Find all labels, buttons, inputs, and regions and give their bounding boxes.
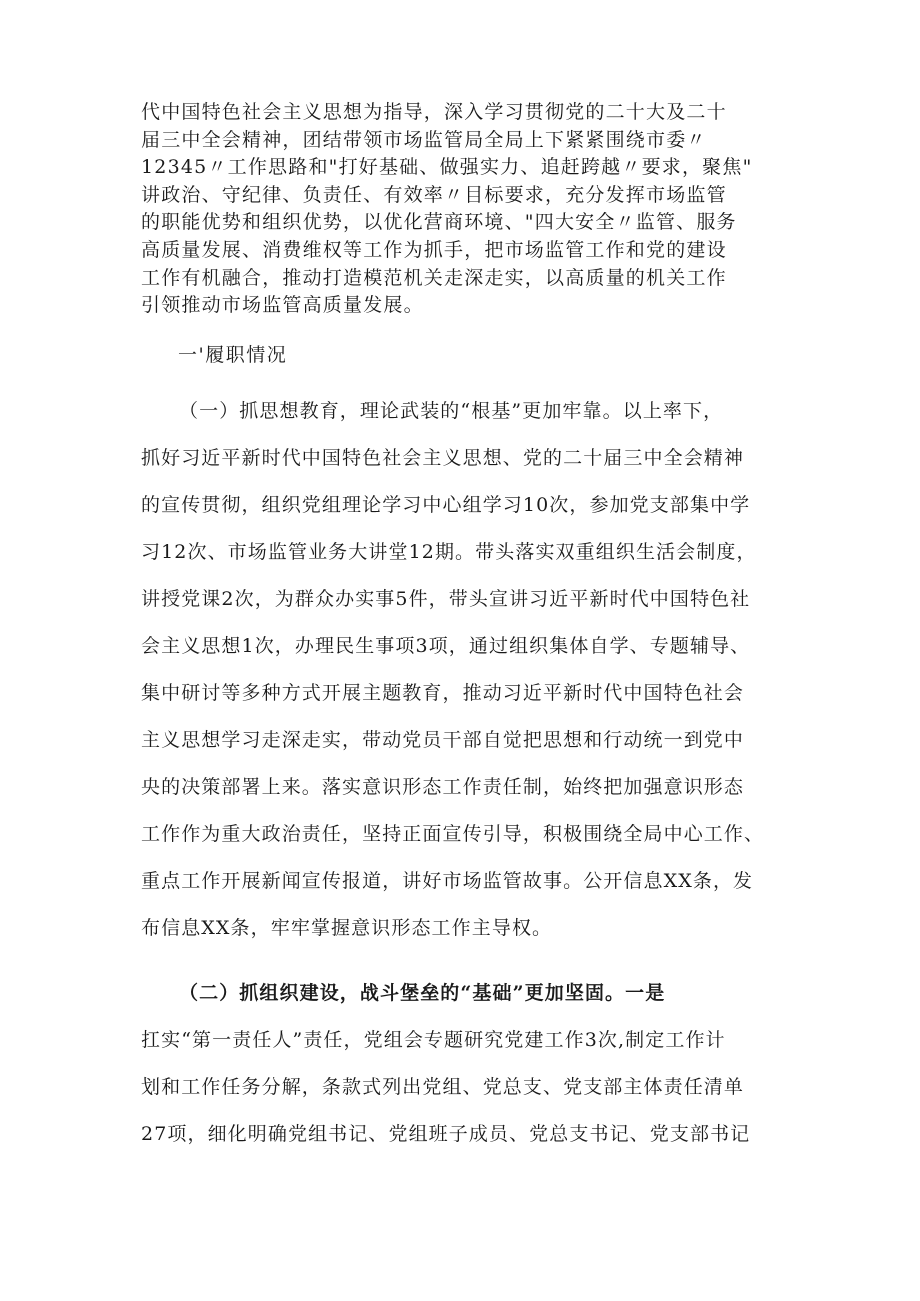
- text-line: 抓好习近平新时代中国特色社会主义思想、党的二十届三中全会精神: [141, 447, 745, 469]
- text-line: 会主义思想1次，办理民生事项3项，通过组织集体自学、专题辅导、: [141, 635, 751, 657]
- text-line: 习12次、市场监管业务大讲堂12期。带头落实双重组织生活会制度，: [141, 541, 757, 563]
- text-line: 集中研讨等多种方式开展主题教育，推动习近平新时代中国特色社会: [141, 682, 745, 704]
- text-line: 讲授党课2次，为群众办实事5件，带头宣讲习近平新时代中国特色社: [141, 588, 751, 610]
- text-line: 27项，细化明确党组书记、党组班子成员、党总支书记、党支部书记: [141, 1123, 751, 1145]
- paragraph-ideological-education: [141, 388, 791, 952]
- intro-paragraph: [141, 99, 781, 320]
- text-line: 届三中全会精神，团结带领市场监管局全局上下紧紧围绕市委〃: [141, 128, 707, 151]
- text-line: 布信息XX条，牢牢掌握意识形态工作主导权。: [141, 917, 553, 939]
- text-line: 代中国特色社会主义思想为指导，深入学习贯彻党的二十大及二十: [141, 101, 727, 123]
- heading-continuation: 一是: [625, 982, 666, 1004]
- text-line: 引领推动市场监管高质量发展。: [141, 294, 424, 317]
- paragraph-first-line: [141, 388, 791, 435]
- text-line: 工作有机融合，推动打造模范机关走深走实，以高质量的机关工作: [141, 266, 727, 289]
- paragraph-heading: （二）抓组织建设，战斗堡垒的“基础”更加坚固。: [179, 982, 626, 1004]
- text-line: 的宣传贯彻，组织党组理论学习中心组学习10次，参加党支部集中学: [141, 494, 751, 516]
- text-line: 重点工作开展新闻宣传报道，讲好市场监管故事。公开信息XX条，发: [141, 870, 754, 892]
- text-line: 扛实“第一责任人”责任，党组会专题研究党建工作3次,制定工作计: [141, 1029, 726, 1051]
- paragraph-organization-building: [141, 970, 791, 1158]
- text-line: 高质量发展、消费维权等工作为抓手，把市场监管工作和党的建设: [141, 238, 727, 261]
- heading-continuation: 以上率下，: [622, 400, 724, 422]
- text-line: 讲政治、守纪律、负责任、有效率〃目标要求，充分发挥市场监管: [141, 183, 727, 206]
- section-heading: 一'履职情况: [178, 344, 288, 366]
- text-line: 划和工作任务分解，条款式列出党组、党总支、党支部主体责任清单: [141, 1076, 745, 1098]
- text-line: 的职能优势和组织优势，以优化营商环境、"四大安全〃监管、服务: [141, 211, 737, 234]
- paragraph-heading: （一）抓思想教育，理论武装的“根基”更加牢靠。: [179, 400, 623, 422]
- text-line: 工作作为重大政治责任，坚持正面宣传引导，积极围绕全局中心工作、: [141, 823, 765, 845]
- text-line: 主义思想学习走深走实，带动党员干部自觉把思想和行动统一到党中: [141, 729, 745, 751]
- text-line: 央的决策部署上来。落实意识形态工作责任制，始终把加强意识形态: [141, 776, 745, 798]
- text-line: 12345〃工作思路和"打好基础、做强实力、追赶跨越〃要求，聚焦": [141, 156, 753, 179]
- paragraph-first-line: [141, 970, 791, 1017]
